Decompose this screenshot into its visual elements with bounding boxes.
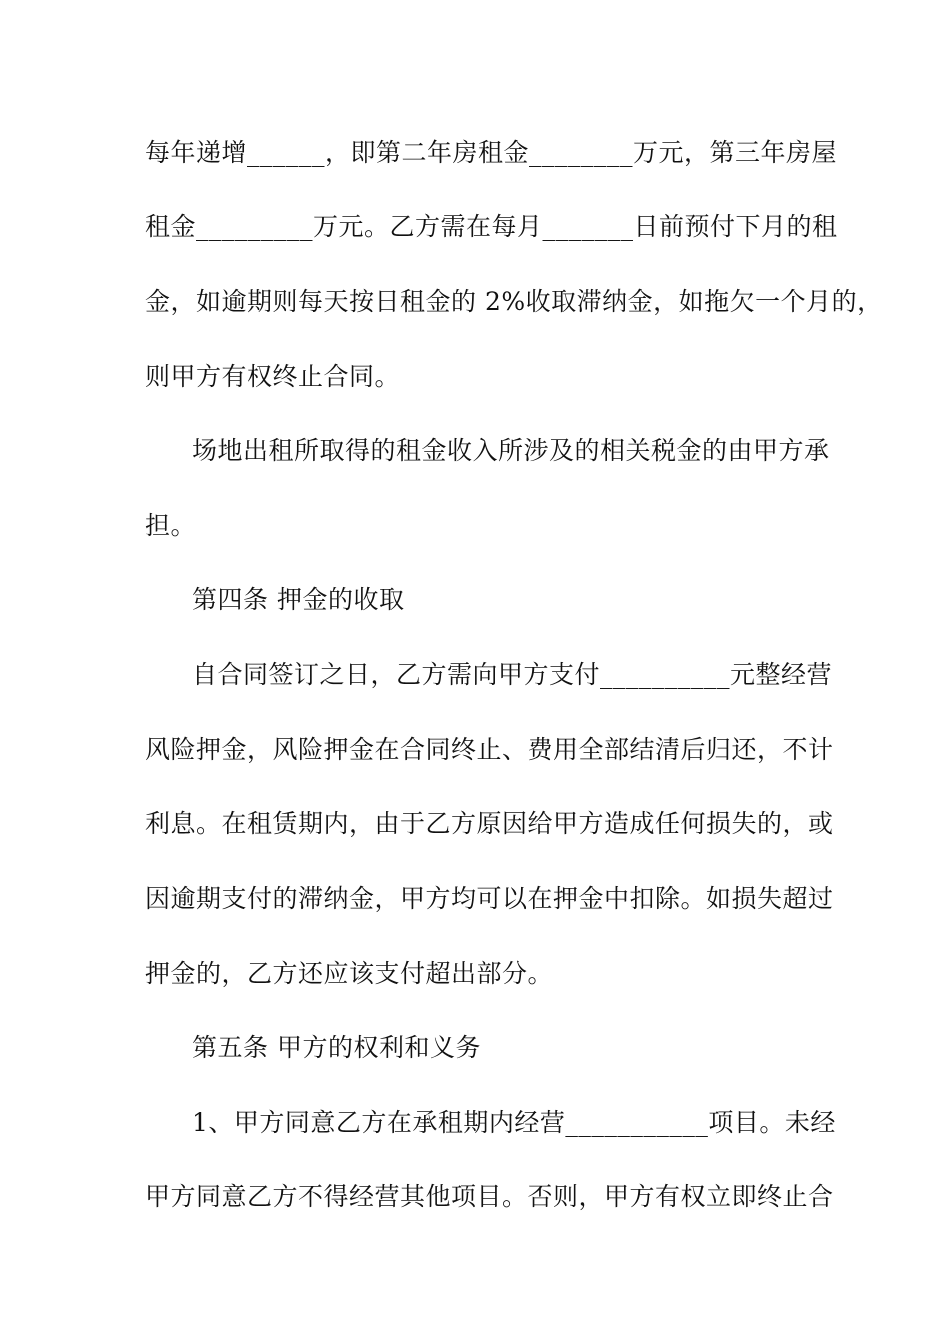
text-line: 金，如逾期则每天按日租金的 2%收取滞纳金，如拖欠一个月的， [145,287,883,316]
text-line: 担。 [145,511,197,540]
text-line: 押金的，乙方还应该支付超出部分。 [145,959,554,988]
text-line: 每年递增______，即第二年房租金________万元，第三年房屋 [145,138,838,167]
section-heading: 第四条 押金的收取 [192,585,405,614]
text-line: 利息。在租赁期内，由于乙方原因给甲方造成任何损失的，或 [145,809,834,838]
section-heading: 第五条 甲方的权利和义务 [192,1033,481,1062]
text-line: 甲方同意乙方不得经营其他项目。否则，甲方有权立即终止合 [145,1182,834,1211]
text-line: 则甲方有权终止合同。 [145,362,401,391]
text-line: 租金_________万元。乙方需在每月_______日前预付下月的租 [145,212,838,241]
text-line: 场地出租所取得的租金收入所涉及的相关税金的由甲方承 [192,436,830,465]
text-line: 自合同签订之日，乙方需向甲方支付__________元整经营 [192,660,833,689]
text-line: 1、甲方同意乙方在承租期内经营___________项目。未经 [192,1108,836,1137]
text-line: 风险押金，风险押金在合同终止、费用全部结清后归还，不计 [145,735,834,764]
text-line: 因逾期支付的滞纳金，甲方均可以在押金中扣除。如损失超过 [145,884,834,913]
